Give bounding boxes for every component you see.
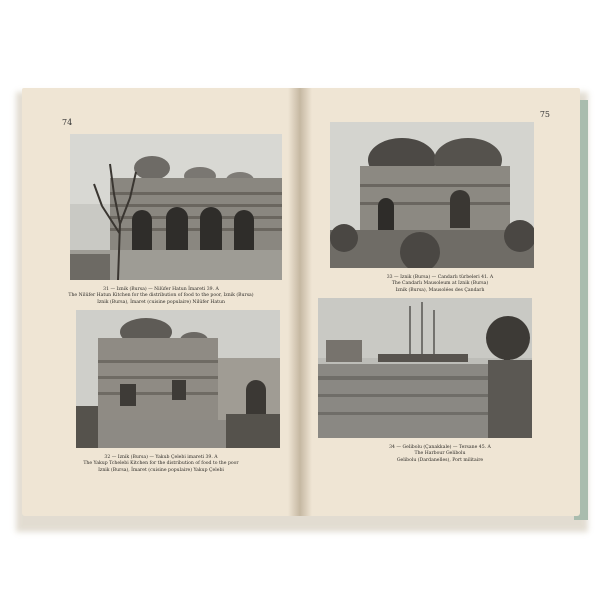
caption-line: 34 — Gelibolu (Çanakkale) — Tersane 45. A xyxy=(389,445,491,450)
photo-gelibolu-tersane xyxy=(318,298,532,438)
caption-line: Iznik (Bursa), İmaret (cuisine populaire) Yakup Çelebi xyxy=(98,467,224,473)
page-number: 74 xyxy=(62,118,73,127)
caption-line: Gelibolu (Dardanelles), Port militaire xyxy=(396,457,484,463)
caption-line: The Candarlı Mausoleum at Iznik (Bursa) xyxy=(391,281,489,287)
caption-line: The Harbour Gelibolu xyxy=(414,451,466,457)
photo-nilufer-hatun-imareti xyxy=(70,134,282,280)
caption-line: 33 — Iznik (Bursa) — Candarlı türbeleri 41. A xyxy=(386,275,494,280)
caption-line: 32 — Iznik (Bursa) — Yakub Çelebi imareti 39. A xyxy=(104,455,218,460)
page-number: 75 xyxy=(539,110,550,119)
caption-line: 31 — Iznik (Bursa) — Nilüfer Hatun İmareti 39. A xyxy=(103,287,219,292)
caption-nilufer-hatun xyxy=(22,287,300,306)
caption-line: Iznik (Bursa), İmaret (cuisine populaire) Nilüfer Hatun xyxy=(97,299,225,305)
caption-line: The Nilüfer Hatun Kitchen for the distribution of food to the poor, Iznik (Bursa) xyxy=(68,293,254,299)
caption-yakup-celebi xyxy=(22,455,300,474)
left-page xyxy=(22,88,300,516)
photo-yakup-celebi-imareti xyxy=(76,310,280,448)
caption-line: The Yakup Tchelebi Kitchen for the distribution of food to the poor xyxy=(83,461,239,467)
photo-candarli-turbeleri xyxy=(330,122,534,268)
caption-candarli xyxy=(300,275,580,294)
caption-gelibolu xyxy=(300,445,580,464)
right-page xyxy=(300,88,580,516)
caption-line: Iznik (Bursa), Mausolées des Çandarlı xyxy=(395,287,485,293)
